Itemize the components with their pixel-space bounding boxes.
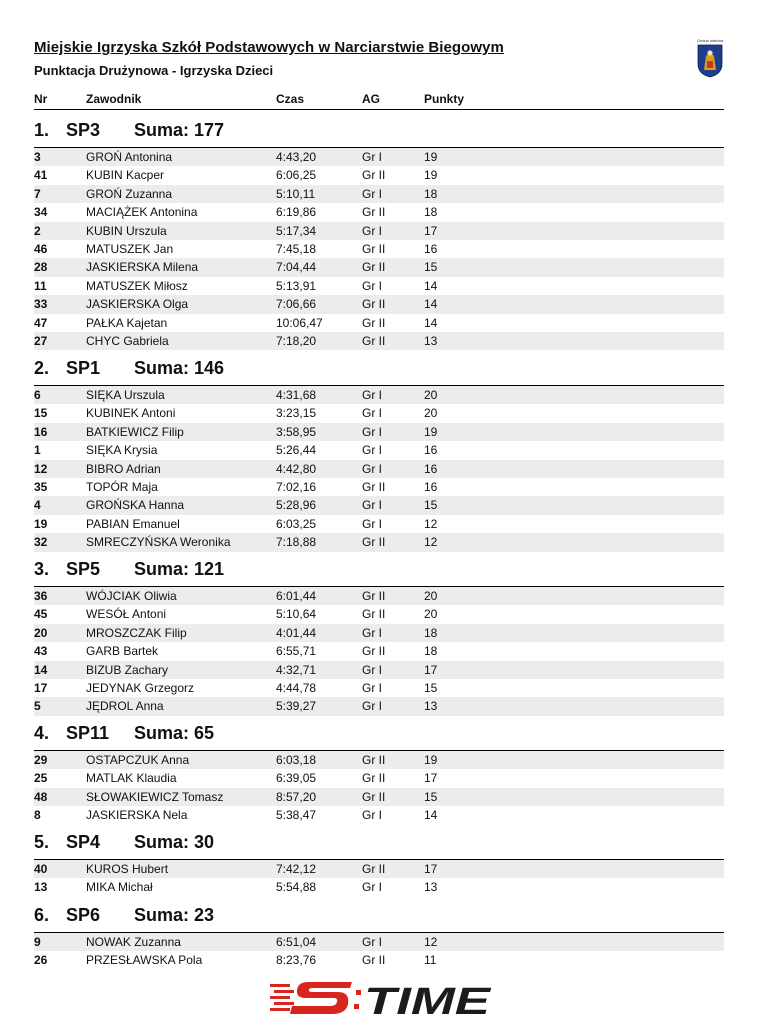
- column-header-points: Punkty: [424, 92, 465, 106]
- race-time: 5:13,91: [276, 278, 317, 293]
- age-group: Gr I: [362, 680, 382, 695]
- team-name: SP11: [66, 723, 110, 743]
- bib-number: 34: [34, 205, 48, 220]
- race-time: 8:23,76: [276, 953, 317, 968]
- age-group: Gr II: [362, 607, 386, 622]
- bib-number: 29: [34, 753, 48, 767]
- team-header: [0, 723, 760, 751]
- header-divider: [34, 109, 724, 110]
- bib-number: 2: [34, 223, 41, 238]
- age-group: Gr II: [362, 297, 386, 312]
- age-group: Gr II: [362, 479, 386, 494]
- table-row: [34, 295, 724, 313]
- table-row: [34, 533, 724, 551]
- race-time: 6:06,25: [276, 168, 317, 183]
- points: 16: [424, 461, 438, 476]
- athlete-name: PABIAN Emanuel: [86, 516, 180, 531]
- age-group: Gr II: [362, 589, 386, 603]
- athlete-name: JASKIERSKA Olga: [86, 297, 189, 312]
- bib-number: 28: [34, 260, 48, 275]
- points: 15: [424, 498, 438, 513]
- points: 15: [424, 680, 438, 695]
- table-row: [34, 751, 724, 769]
- page-subtitle: Punktacja Drużynowa - Igrzyska Dzieci: [34, 63, 274, 78]
- team-sum: Suma: 23: [134, 905, 215, 925]
- table-row: [34, 515, 724, 533]
- bib-number: 15: [34, 406, 48, 421]
- age-group: Gr II: [362, 771, 386, 786]
- table-row: [34, 222, 724, 240]
- team-name: SP4: [66, 832, 101, 852]
- bib-number: 40: [34, 862, 48, 876]
- race-time: 4:42,80: [276, 461, 317, 476]
- race-time: 7:02,16: [276, 479, 317, 494]
- athlete-name: GROŃ Zuzanna: [86, 186, 173, 201]
- table-row: [34, 185, 724, 203]
- team-group: [0, 723, 760, 825]
- points: 20: [424, 607, 438, 622]
- points: 18: [424, 644, 438, 659]
- points: 19: [424, 424, 438, 439]
- athlete-name: WESÓŁ Antoni: [86, 607, 167, 622]
- age-group: Gr II: [362, 315, 386, 330]
- athlete-name: KUBINEK Antoni: [86, 406, 176, 421]
- bib-number: 32: [34, 535, 48, 550]
- team-rank: 2.: [34, 358, 50, 378]
- team-group: [0, 358, 760, 552]
- bib-number: 33: [34, 297, 48, 312]
- team-sum: Suma: 177: [134, 120, 225, 140]
- table-row: [34, 878, 724, 896]
- team-header: [0, 120, 760, 148]
- bib-number: 27: [34, 333, 48, 348]
- race-time: 6:51,04: [276, 935, 317, 949]
- athlete-name: JĘDROL Anna: [86, 699, 164, 714]
- team-name: SP3: [66, 120, 101, 140]
- race-time: 3:23,15: [276, 406, 317, 421]
- table-row: [34, 332, 724, 350]
- athlete-name: KUBIN Kacper: [86, 168, 165, 183]
- team-sum: Suma: 65: [134, 723, 215, 743]
- points: 17: [424, 223, 438, 238]
- team-rank: 3.: [34, 559, 50, 579]
- age-group: Gr I: [362, 699, 382, 714]
- bib-number: 7: [34, 186, 41, 201]
- table-row: [34, 788, 724, 806]
- table-row: [34, 951, 724, 969]
- bib-number: 25: [34, 771, 48, 786]
- athlete-name: SŁOWAKIEWICZ Tomasz: [86, 789, 224, 804]
- bib-number: 6: [34, 388, 41, 402]
- bib-number: 48: [34, 789, 48, 804]
- points: 19: [424, 168, 438, 183]
- age-group: Gr II: [362, 241, 386, 256]
- race-time: 6:03,18: [276, 753, 317, 767]
- race-time: 4:44,78: [276, 680, 317, 695]
- table-row: [34, 860, 724, 878]
- race-time: 7:04,44: [276, 260, 317, 275]
- points: 20: [424, 388, 438, 402]
- race-time: 7:18,88: [276, 535, 317, 550]
- points: 17: [424, 862, 438, 876]
- age-group: Gr I: [362, 223, 382, 238]
- age-group: Gr II: [362, 535, 386, 550]
- points: 12: [424, 535, 438, 550]
- team-rank: 5.: [34, 832, 50, 852]
- race-time: 6:03,25: [276, 516, 317, 531]
- table-row: [34, 148, 724, 166]
- race-time: 6:39,05: [276, 771, 317, 786]
- age-group: Gr I: [362, 935, 382, 949]
- column-header-nr: Nr: [34, 92, 48, 106]
- team-name: SP6: [66, 905, 101, 925]
- age-group: Gr I: [362, 880, 382, 895]
- bib-number: 26: [34, 953, 48, 968]
- race-time: 4:01,44: [276, 625, 317, 640]
- race-time: 4:43,20: [276, 150, 317, 164]
- points: 19: [424, 753, 438, 767]
- table-row: [34, 624, 724, 642]
- athlete-name: GROŃSKA Hanna: [86, 498, 185, 513]
- age-group: Gr II: [362, 205, 386, 220]
- race-time: 5:10,11: [276, 186, 316, 201]
- table-row: [34, 441, 724, 459]
- points: 16: [424, 241, 438, 256]
- race-time: 5:38,47: [276, 808, 317, 823]
- age-group: Gr II: [362, 953, 386, 968]
- team-sum: Suma: 121: [134, 559, 225, 579]
- age-group: Gr II: [362, 753, 386, 767]
- athlete-name: MATUSZEK Jan: [86, 241, 174, 256]
- age-group: Gr I: [362, 150, 382, 164]
- table-row: [34, 679, 724, 697]
- bib-number: 16: [34, 424, 48, 439]
- age-group: Gr I: [362, 516, 382, 531]
- page-title: Miejskie Igrzyska Szkół Podstawowych w Narciarstwie Biegowym: [34, 39, 504, 56]
- table-row: [34, 933, 724, 951]
- team-sum: Suma: 146: [134, 358, 225, 378]
- points: 17: [424, 771, 438, 786]
- points: 16: [424, 479, 438, 494]
- column-header-time: Czas: [276, 92, 305, 106]
- athlete-name: BATKIEWICZ Filip: [86, 424, 184, 439]
- athlete-name: CHYC Gabriela: [86, 333, 169, 348]
- table-row: [34, 605, 724, 623]
- age-group: Gr I: [362, 388, 382, 402]
- bib-number: 19: [34, 516, 48, 531]
- athlete-name: KUROS Hubert: [86, 862, 169, 876]
- age-group: Gr I: [362, 498, 382, 513]
- team-group: [0, 905, 760, 970]
- points: 16: [424, 443, 438, 458]
- points: 15: [424, 260, 438, 275]
- age-group: Gr II: [362, 333, 386, 348]
- team-header: [0, 832, 760, 860]
- column-header-name: Zawodnik: [86, 92, 142, 106]
- athlete-name: BIBRO Adrian: [86, 461, 161, 476]
- race-time: 5:54,88: [276, 880, 317, 895]
- athlete-name: JASKIERSKA Milena: [86, 260, 199, 275]
- athlete-name: SIĘKA Urszula: [86, 388, 165, 402]
- athlete-name: JEDYNAK Grzegorz: [86, 680, 195, 695]
- bib-number: 43: [34, 644, 48, 659]
- race-time: 5:39,27: [276, 699, 317, 714]
- team-rank: 4.: [34, 723, 50, 743]
- table-row: [34, 806, 724, 824]
- race-time: 5:26,44: [276, 443, 317, 458]
- age-group: Gr I: [362, 808, 382, 823]
- bib-number: 14: [34, 662, 48, 677]
- race-time: 10:06,47: [276, 315, 323, 330]
- athlete-name: GROŃ Antonina: [86, 150, 173, 164]
- athlete-name: TOPÓR Maja: [86, 479, 158, 494]
- race-time: 7:45,18: [276, 241, 317, 256]
- race-time: 7:42,12: [276, 862, 317, 876]
- points: 18: [424, 186, 438, 201]
- bib-number: 1: [34, 443, 41, 458]
- team-header: [0, 358, 760, 386]
- race-time: 6:01,44: [276, 589, 317, 603]
- table-row: [34, 314, 724, 332]
- race-time: 5:17,34: [276, 223, 317, 238]
- age-group: Gr I: [362, 625, 382, 640]
- athlete-name: MATLAK Klaudia: [86, 771, 177, 786]
- table-row: [34, 423, 724, 441]
- team-name: SP1: [66, 358, 101, 378]
- points: 14: [424, 315, 438, 330]
- bib-number: 41: [34, 168, 48, 183]
- points: 14: [424, 808, 438, 823]
- table-row: [34, 166, 724, 184]
- points: 15: [424, 789, 438, 804]
- bib-number: 12: [34, 461, 48, 476]
- age-group: Gr I: [362, 424, 382, 439]
- points: 20: [424, 589, 438, 603]
- points: 18: [424, 625, 438, 640]
- age-group: Gr I: [362, 443, 382, 458]
- table-row: [34, 258, 724, 276]
- points: 11: [424, 953, 437, 968]
- team-sum: Suma: 30: [134, 832, 215, 852]
- table-row: [34, 587, 724, 605]
- team-header: [0, 559, 760, 587]
- team-group: [0, 120, 760, 350]
- bib-number: 3: [34, 150, 41, 164]
- athlete-name: BIZUB Zachary: [86, 662, 169, 677]
- athlete-name: MATUSZEK Miłosz: [86, 278, 188, 293]
- age-group: Gr II: [362, 862, 386, 876]
- points: 17: [424, 662, 438, 677]
- table-row: [34, 769, 724, 787]
- svg-text:TIME: TIME: [364, 981, 492, 1020]
- bib-number: 4: [34, 498, 41, 513]
- athlete-name: KUBIN Urszula: [86, 223, 167, 238]
- race-time: 5:28,96: [276, 498, 317, 513]
- bib-number: 47: [34, 315, 48, 330]
- bib-number: 17: [34, 680, 48, 695]
- table-row: [34, 203, 724, 221]
- athlete-name: SIĘKA Krysia: [86, 443, 158, 458]
- race-time: 4:32,71: [276, 662, 317, 677]
- crest-label: Gmina Istebna: [697, 38, 724, 43]
- age-group: Gr I: [362, 461, 382, 476]
- points: 19: [424, 150, 438, 164]
- stime-logo: [268, 974, 492, 1020]
- athlete-name: JASKIERSKA Nela: [86, 808, 188, 823]
- athlete-name: WÓJCIAK Oliwia: [86, 589, 177, 603]
- table-row: [34, 478, 724, 496]
- bib-number: 20: [34, 625, 48, 640]
- bib-number: 8: [34, 808, 41, 823]
- race-time: 5:10,64: [276, 607, 317, 622]
- athlete-name: NOWAK Zuzanna: [86, 935, 181, 949]
- points: 14: [424, 297, 438, 312]
- table-row: [34, 661, 724, 679]
- table-row: [34, 460, 724, 478]
- points: 13: [424, 333, 438, 348]
- column-header-ag: AG: [362, 92, 380, 106]
- race-time: 3:58,95: [276, 424, 317, 439]
- bib-number: 45: [34, 607, 48, 622]
- points: 12: [424, 935, 438, 949]
- points: 14: [424, 278, 438, 293]
- table-row: [34, 697, 724, 715]
- age-group: Gr II: [362, 789, 386, 804]
- team-group: [0, 559, 760, 716]
- table-row: [34, 496, 724, 514]
- team-rank: 1.: [34, 120, 50, 140]
- bib-number: 11: [34, 278, 47, 293]
- table-row: [34, 386, 724, 404]
- points: 20: [424, 406, 438, 421]
- athlete-name: GARB Bartek: [86, 644, 159, 659]
- athlete-name: PRZESŁAWSKA Pola: [86, 953, 203, 968]
- athlete-name: OSTAPCZUK Anna: [86, 753, 190, 767]
- bib-number: 13: [34, 880, 48, 895]
- team-name: SP5: [66, 559, 101, 579]
- bib-number: 46: [34, 241, 48, 256]
- points: 13: [424, 699, 438, 714]
- table-row: [34, 404, 724, 422]
- athlete-name: MACIĄŻEK Antonina: [86, 205, 198, 220]
- race-time: 7:06,66: [276, 297, 317, 312]
- age-group: Gr II: [362, 644, 386, 659]
- team-rank: 6.: [34, 905, 50, 925]
- athlete-name: PAŁKA Kajetan: [86, 315, 168, 330]
- bib-number: 35: [34, 479, 48, 494]
- points: 12: [424, 516, 438, 531]
- race-time: 6:55,71: [276, 644, 317, 659]
- bib-number: 5: [34, 699, 41, 714]
- age-group: Gr I: [362, 186, 382, 201]
- age-group: Gr I: [362, 662, 382, 677]
- table-row: [34, 642, 724, 660]
- age-group: Gr II: [362, 168, 386, 183]
- age-group: Gr I: [362, 278, 382, 293]
- points: 13: [424, 880, 438, 895]
- athlete-name: MROSZCZAK Filip: [86, 625, 187, 640]
- race-time: 7:18,20: [276, 333, 317, 348]
- municipality-crest-icon: [697, 38, 723, 82]
- race-time: 6:19,86: [276, 205, 317, 220]
- age-group: Gr II: [362, 260, 386, 275]
- points: 18: [424, 205, 438, 220]
- table-row: [34, 277, 724, 295]
- team-group: [0, 832, 760, 897]
- race-time: 8:57,20: [276, 789, 317, 804]
- athlete-name: MIKA Michał: [86, 880, 153, 895]
- age-group: Gr I: [362, 406, 382, 421]
- bib-number: 36: [34, 589, 48, 603]
- team-header: [0, 905, 760, 933]
- athlete-name: SMRECZYŃSKA Weronika: [86, 535, 231, 550]
- bib-number: 9: [34, 935, 41, 949]
- race-time: 4:31,68: [276, 388, 317, 402]
- table-row: [34, 240, 724, 258]
